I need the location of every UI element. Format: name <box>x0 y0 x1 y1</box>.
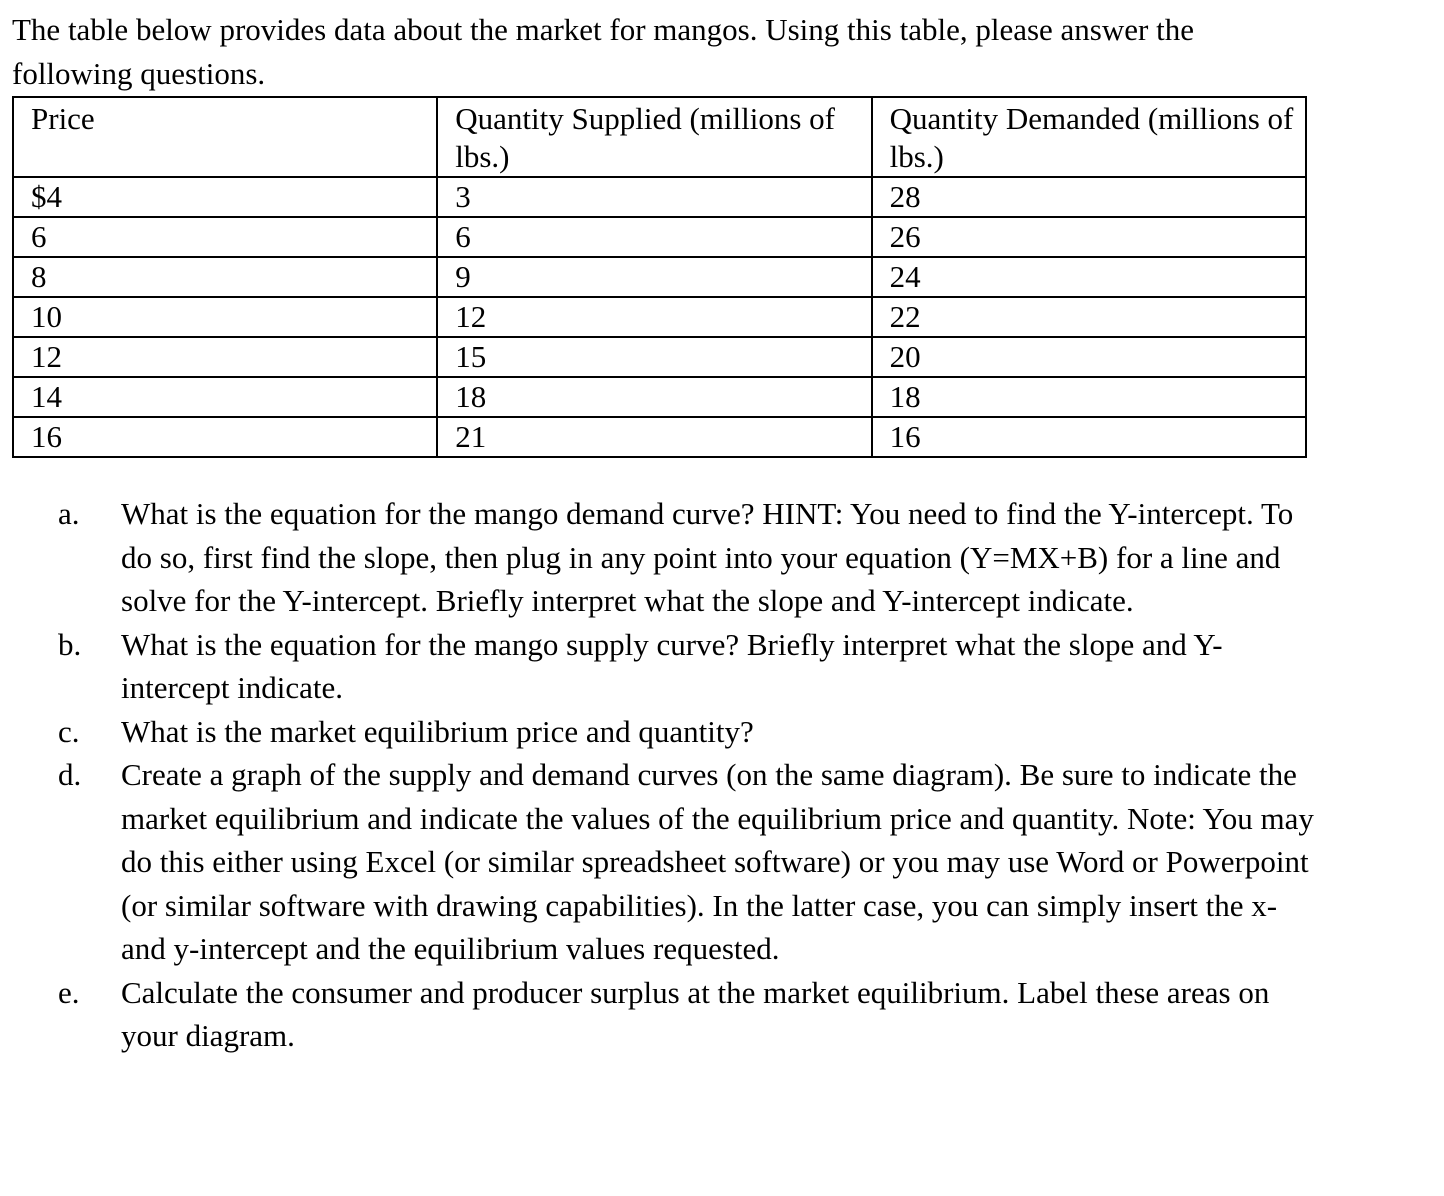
header-quantity-demanded: Quantity Demanded (millions of lbs.) <box>872 97 1306 177</box>
table-row <box>13 417 1306 457</box>
table-row <box>13 217 1306 257</box>
header-quantity-supplied: Quantity Supplied (millions of lbs.) <box>437 97 871 177</box>
quantity-demanded-cell: 24 <box>872 257 1306 297</box>
quantity-demanded-cell: 16 <box>872 417 1306 457</box>
quantity-supplied-cell: 3 <box>437 177 871 217</box>
table-row <box>13 177 1306 217</box>
question-list <box>0 492 1320 1058</box>
price-cell: 8 <box>13 257 437 297</box>
mango-market-table <box>12 96 1307 458</box>
table-row <box>13 257 1306 297</box>
table-row <box>13 297 1306 337</box>
intro-paragraph: The table below provides data about the market for mangos. Using this table, please answer the following questions. <box>12 12 1194 91</box>
question-marker: a. <box>58 496 80 531</box>
price-cell: 10 <box>13 297 437 337</box>
quantity-demanded-cell: 20 <box>872 337 1306 377</box>
table-header-row <box>13 97 1306 177</box>
quantity-supplied-cell: 9 <box>437 257 871 297</box>
quantity-supplied-cell: 18 <box>437 377 871 417</box>
question-marker: c. <box>58 713 80 749</box>
price-cell: $4 <box>13 177 437 217</box>
question-text: What is the equation for the mango demand curve? HINT: You need to find the Y-intercept. To do so, first find the slope, then plug in any point into your equation (Y=MX+B) for a line and solve for the Y-intercept. Briefly interpret what the slope and Y-intercept indicate. <box>121 496 1294 618</box>
question-a <box>0 492 1320 623</box>
question-marker: e. <box>58 974 80 1010</box>
table-row <box>13 377 1306 417</box>
question-text: Calculate the consumer and producer surplus at the market equilibrium. Label these areas on your diagram. <box>121 974 1270 1053</box>
quantity-demanded-cell: 28 <box>872 177 1306 217</box>
quantity-supplied-cell: 15 <box>437 337 871 377</box>
quantity-supplied-cell: 6 <box>437 217 871 257</box>
question-b <box>0 623 1320 710</box>
header-price: Price <box>13 97 437 177</box>
price-cell: 16 <box>13 417 437 457</box>
question-marker: b. <box>58 626 82 662</box>
question-marker: d. <box>58 757 82 792</box>
question-d <box>0 753 1320 971</box>
quantity-demanded-cell: 22 <box>872 297 1306 337</box>
question-text: What is the equation for the mango supply curve? Briefly interpret what the slope and Y-intercept indicate. <box>121 626 1223 705</box>
price-cell: 14 <box>13 377 437 417</box>
question-text: Create a graph of the supply and demand curves (on the same diagram). Be sure to indicate the market equilibrium and indicate the values of the equilibrium price and quantity. Note: You may do this either using Excel (or similar spreadsheet software) or you may use Word or Powerpoint (or similar software with drawing capabilities). In the latter case, you can simply insert the x- and y-intercept and the equilibrium values requested. <box>121 757 1314 966</box>
price-cell: 6 <box>13 217 437 257</box>
table-row <box>13 337 1306 377</box>
question-e <box>0 971 1320 1058</box>
quantity-supplied-cell: 21 <box>437 417 871 457</box>
quantity-supplied-cell: 12 <box>437 297 871 337</box>
question-text: What is the market equilibrium price and quantity? <box>121 713 754 749</box>
price-cell: 12 <box>13 337 437 377</box>
question-c <box>0 710 1320 754</box>
quantity-demanded-cell: 18 <box>872 377 1306 417</box>
quantity-demanded-cell: 26 <box>872 217 1306 257</box>
